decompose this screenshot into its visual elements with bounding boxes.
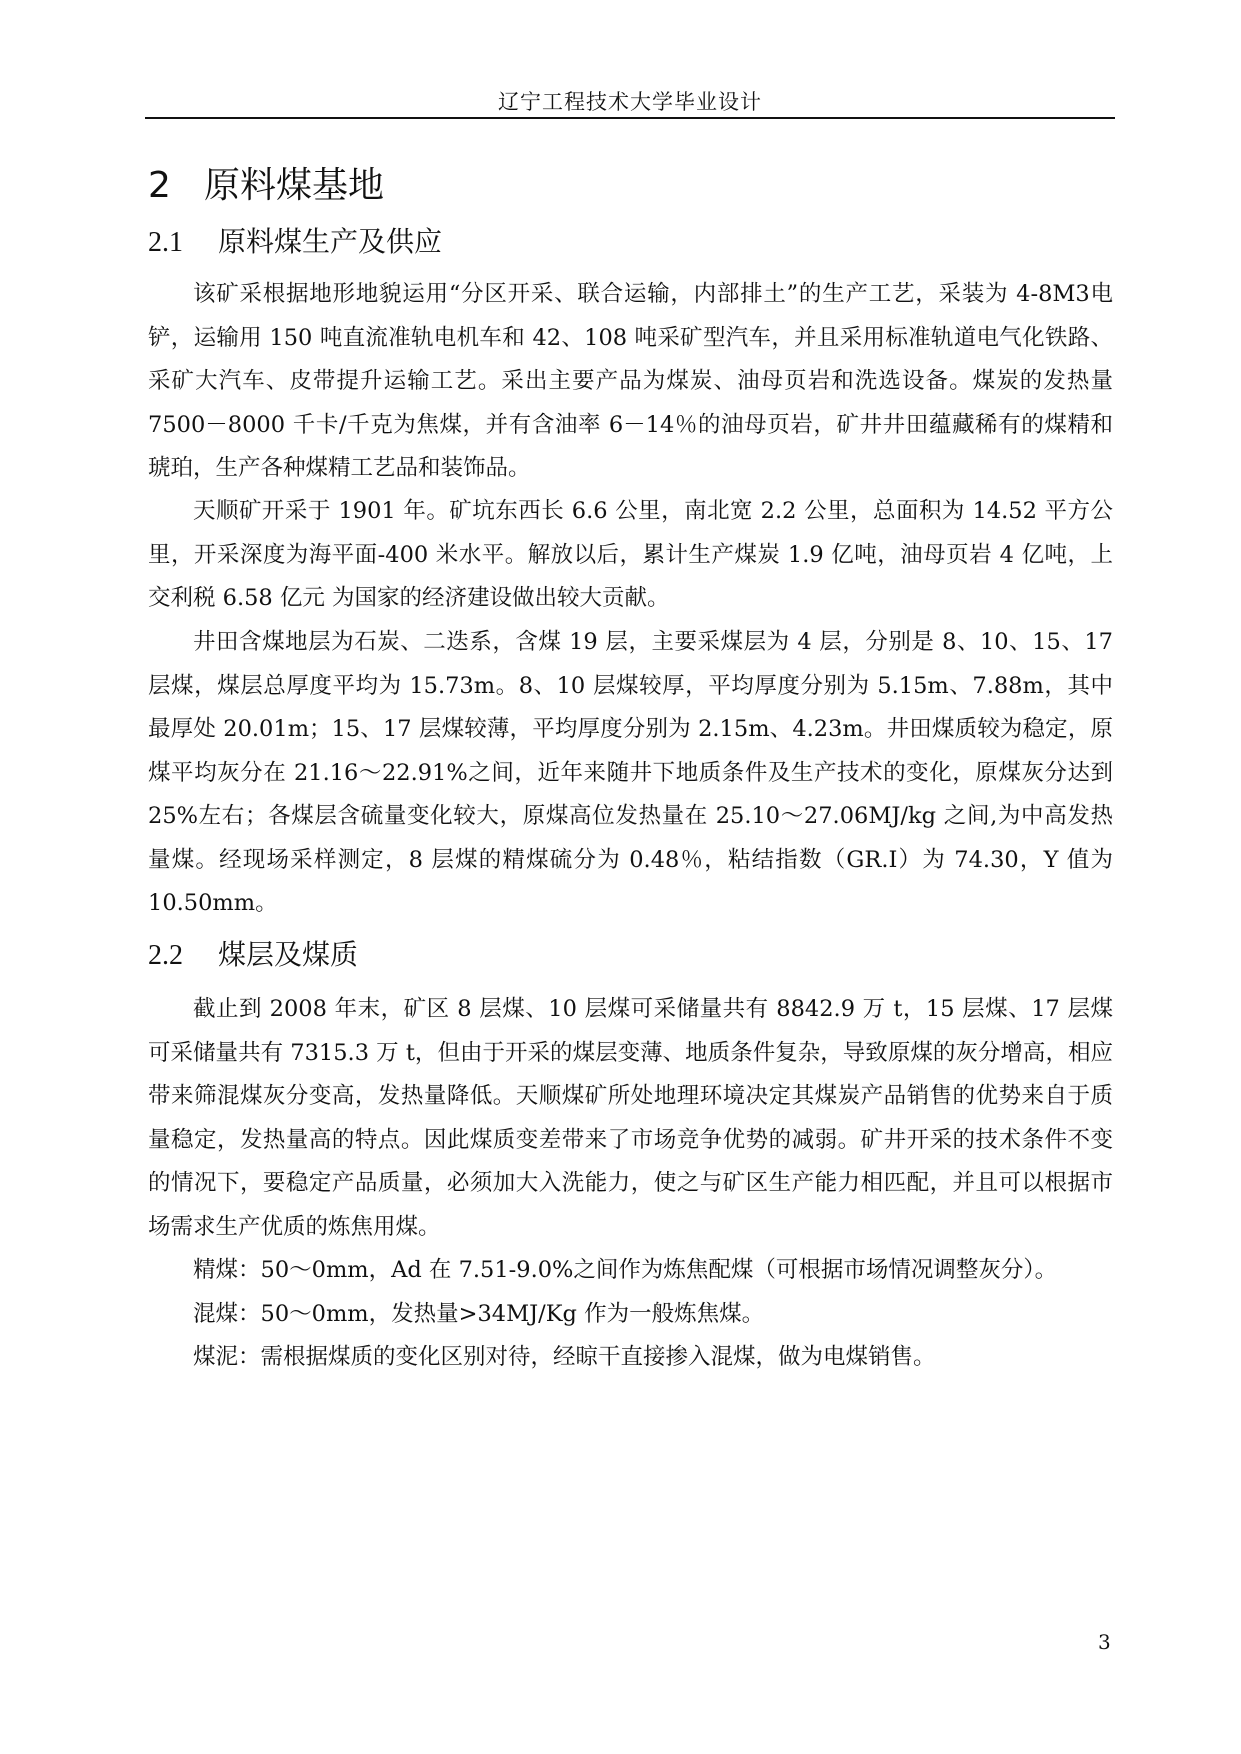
page-number: 3: [1098, 1630, 1111, 1654]
section-number: 2.2: [148, 940, 183, 971]
header-rule: [145, 117, 1115, 119]
paragraph: 井田含煤地层为石炭、二迭系，含煤 19 层，主要采煤层为 4 层，分别是 8、10、15、17 层煤，煤层总厚度平均为 15.73m。8、10 层煤较厚，平均厚度分别为 5.15m、7.88m，其中最厚处 20.01m；15、17 层煤较薄，平均厚度分别为 2.15m、4.23m。井田煤质较为稳定，原煤平均灰分在 21.16～22.91%之间，近年来随井下地质条件及生产技术的变化，原煤灰分达到 25%左右；各煤层含硫量变化较大，原煤高位发热量在 25.10～27.06MJ/kg 之间,为中高发热量煤。经现场采样测定，8 层煤的精煤硫分为 0.48％，粘结指数（GR.I）为 74.30，Y 值为 10.50mm。: [148, 629, 1113, 916]
list-item: 煤泥：需根据煤质的变化区别对待，经晾干直接掺入混煤，做为电煤销售。: [193, 1344, 936, 1370]
section-heading-2-1: [148, 222, 442, 263]
section-title: 煤层及煤质: [218, 938, 359, 971]
paragraph: 该矿采根据地形地貌运用“分区开采、联合运输，内部排土”的生产工艺，采装为 4-8M3电铲，运输用 150 吨直流准轨电机车和 42、108 吨采矿型汽车，并且采用标准轨道电气化铁路、采矿大汽车、皮带提升运输工艺。采出主要产品为煤炭、油母页岩和洗选设备。煤炭的发热量 7500－8000 千卡/千克为焦煤，并有含油率 6－14％的油母页岩，矿井井田蕴藏稀有的煤精和琥珀，生产各种煤精工艺品和装饰品。: [148, 281, 1113, 481]
section-heading-2-2: [148, 935, 358, 976]
paragraph: 天顺矿开采于 1901 年。矿坑东西长 6.6 公里，南北宽 2.2 公里，总面积为 14.52 平方公里，开采深度为海平面-400 米水平。解放以后，累计生产煤炭 1.9 亿吨，油母页岩 4 亿吨，上交利税 6.58 亿元 为国家的经济建设做出较大贡献。: [148, 498, 1113, 611]
chapter-number: 2: [148, 165, 171, 206]
chapter-title: 原料煤基地: [204, 165, 385, 206]
section-title: 原料煤生产及供应: [218, 225, 443, 258]
paragraph: 截止到 2008 年末，矿区 8 层煤、10 层煤可采储量共有 8842.9 万 t，15 层煤、17 层煤可采储量共有 7315.3 万 t，但由于开采的煤层变薄、地质条件复杂，导致原煤的灰分增高，相应带来筛混煤灰分变高，发热量降低。天顺煤矿所处地理环境决定其煤炭产品销售的优势来自于质量稳定，发热量高的特点。因此煤质变差带来了市场竞争优势的减弱。矿井开采的技术条件不变的情况下，要稳定产品质量，必须加大入洗能力，使之与矿区生产能力相匹配，并且可以根据市场需求生产优质的炼焦用煤。: [148, 996, 1113, 1240]
list-item: 精煤：50～0mm，Ad 在 7.51-9.0%之间作为炼焦配煤（可根据市场情况调整灰分）。: [193, 1257, 1058, 1283]
chapter-heading: [148, 162, 384, 210]
section-number: 2.1: [148, 227, 183, 258]
list-item: 混煤：50～0mm，发热量>34MJ/Kg 作为一般炼焦煤。: [193, 1301, 765, 1327]
running-header: 辽宁工程技术大学毕业设计: [498, 90, 762, 114]
